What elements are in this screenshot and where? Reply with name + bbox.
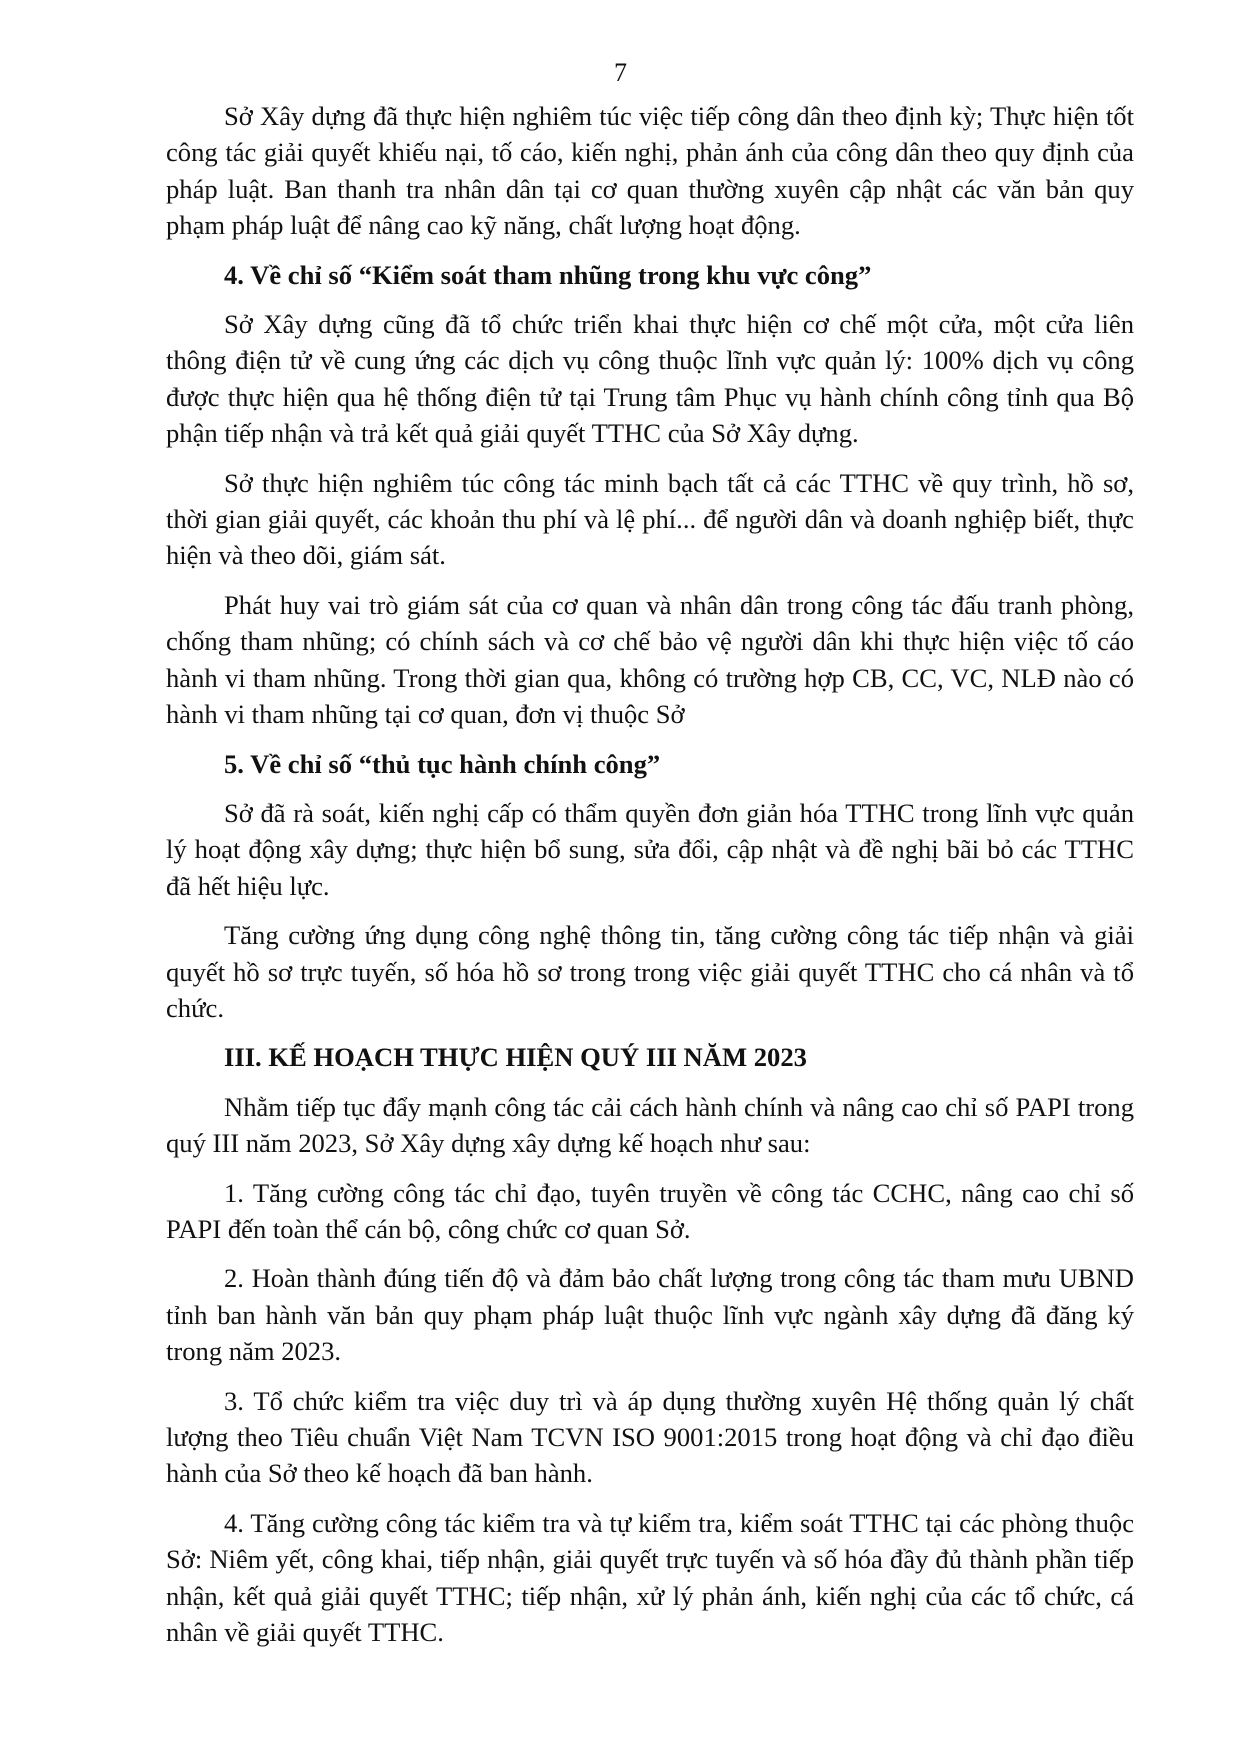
- paragraph-citizen-reception: Sở Xây dựng đã thực hiện nghiêm túc việc tiếp công dân theo định kỳ; Thực hiện tốt công tác giải quyết khiếu nại, tố cáo, kiến nghị, phản ánh của công dân theo quy định của pháp luật. Ban thanh tra nhân dân tại cơ quan thường xuyên cập nhật các văn bản quy phạm pháp luật để nâng cao kỹ năng, chất lượng hoạt động.: [166, 101, 1134, 241]
- paragraph-procedure-review: Sở đã rà soát, kiến nghị cấp có thẩm quyền đơn giản hóa TTHC trong lĩnh vực quản lý hoạt động xây dựng; thực hiện bổ sung, sửa đổi, cập nhật và đề nghị bãi bỏ các TTHC đã hết hiệu lực.: [166, 797, 1134, 901]
- heading-section-5: 5. Về chỉ số “thủ tục hành chính công”: [224, 748, 661, 779]
- paragraph-it-application: Tăng cường ứng dụng công nghệ thông tin, tăng cường công tác tiếp nhận và giải quyết hồ sơ trực tuyến, số hóa hồ sơ trong trong việc giải quyết TTHC cho cá nhân và tổ chức.: [166, 920, 1134, 1023]
- heading-section-iii: III. KẾ HOẠCH THỰC HIỆN QUÝ III NĂM 2023: [224, 1042, 807, 1073]
- heading-section-4: 4. Về chỉ số “Kiểm soát tham nhũng trong khu vực công”: [224, 259, 872, 290]
- plan-item-3: 3. Tổ chức kiểm tra việc duy trì và áp dụng thường xuyên Hệ thống quản lý chất lượng theo Tiêu chuẩn Việt Nam TCVN ISO 9001:2015 trong hoạt động và chỉ đạo điều hành của Sở theo kế hoạch đã ban hành.: [166, 1385, 1134, 1489]
- paragraph-anti-corruption: Phát huy vai trò giám sát của cơ quan và nhân dân trong công tác đấu tranh phòng, chống tham nhũng; có chính sách và cơ chế bảo vệ người dân khi thực hiện việc tố cáo hành vi tham nhũng. Trong thời gian qua, không có trường hợp CB, CC, VC, NLĐ nào có hành vi tham nhũng tại cơ quan, đơn vị thuộc Sở: [166, 589, 1134, 730]
- paragraph-one-stop-mechanism: Sở Xây dựng cũng đã tổ chức triển khai thực hiện cơ chế một cửa, một cửa liên thông điện tử về cung ứng các dịch vụ công thuộc lĩnh vực quản lý: 100% dịch vụ công được thực hiện qua hệ thống điện tử tại Trung tâm Phục vụ hành chính công tỉnh qua Bộ phận tiếp nhận và trả kết quả giải quyết TTHC của Sở Xây dựng.: [166, 309, 1134, 449]
- plan-item-2: 2. Hoàn thành đúng tiến độ và đảm bảo chất lượng trong công tác tham mưu UBND tỉnh ban hành văn bản quy phạm pháp luật thuộc lĩnh vực ngành xây dựng đã đăng ký trong năm 2023.: [166, 1263, 1134, 1367]
- plan-item-1: 1. Tăng cường công tác chỉ đạo, tuyên truyền về công tác CCHC, nâng cao chỉ số PAPI đến toàn thể cán bộ, công chức cơ quan Sở.: [166, 1177, 1134, 1244]
- page-number: 7: [614, 58, 627, 87]
- paragraph-plan-intro: Nhằm tiếp tục đẩy mạnh công tác cải cách hành chính và nâng cao chỉ số PAPI trong quý III năm 2023, Sở Xây dựng xây dựng kế hoạch như sau:: [166, 1091, 1134, 1159]
- plan-item-4: 4. Tăng cường công tác kiểm tra và tự kiểm tra, kiểm soát TTHC tại các phòng thuộc Sở: Niêm yết, công khai, tiếp nhận, giải quyết trực tuyến và số hóa đầy đủ thành phần tiếp nhận, kết quả giải quyết TTHC; tiếp nhận, xử lý phản ánh, kiến nghị của các tổ chức, cá nhân về giải quyết TTHC.: [166, 1507, 1134, 1648]
- document-body: [166, 98, 1134, 1663]
- paragraph-transparency: Sở thực hiện nghiêm túc công tác minh bạch tất cả các TTHC về quy trình, hồ sơ, thời gian giải quyết, các khoản thu phí và lệ phí... để người dân và doanh nghiệp biết, thực hiện và theo dõi, giám sát.: [166, 467, 1134, 571]
